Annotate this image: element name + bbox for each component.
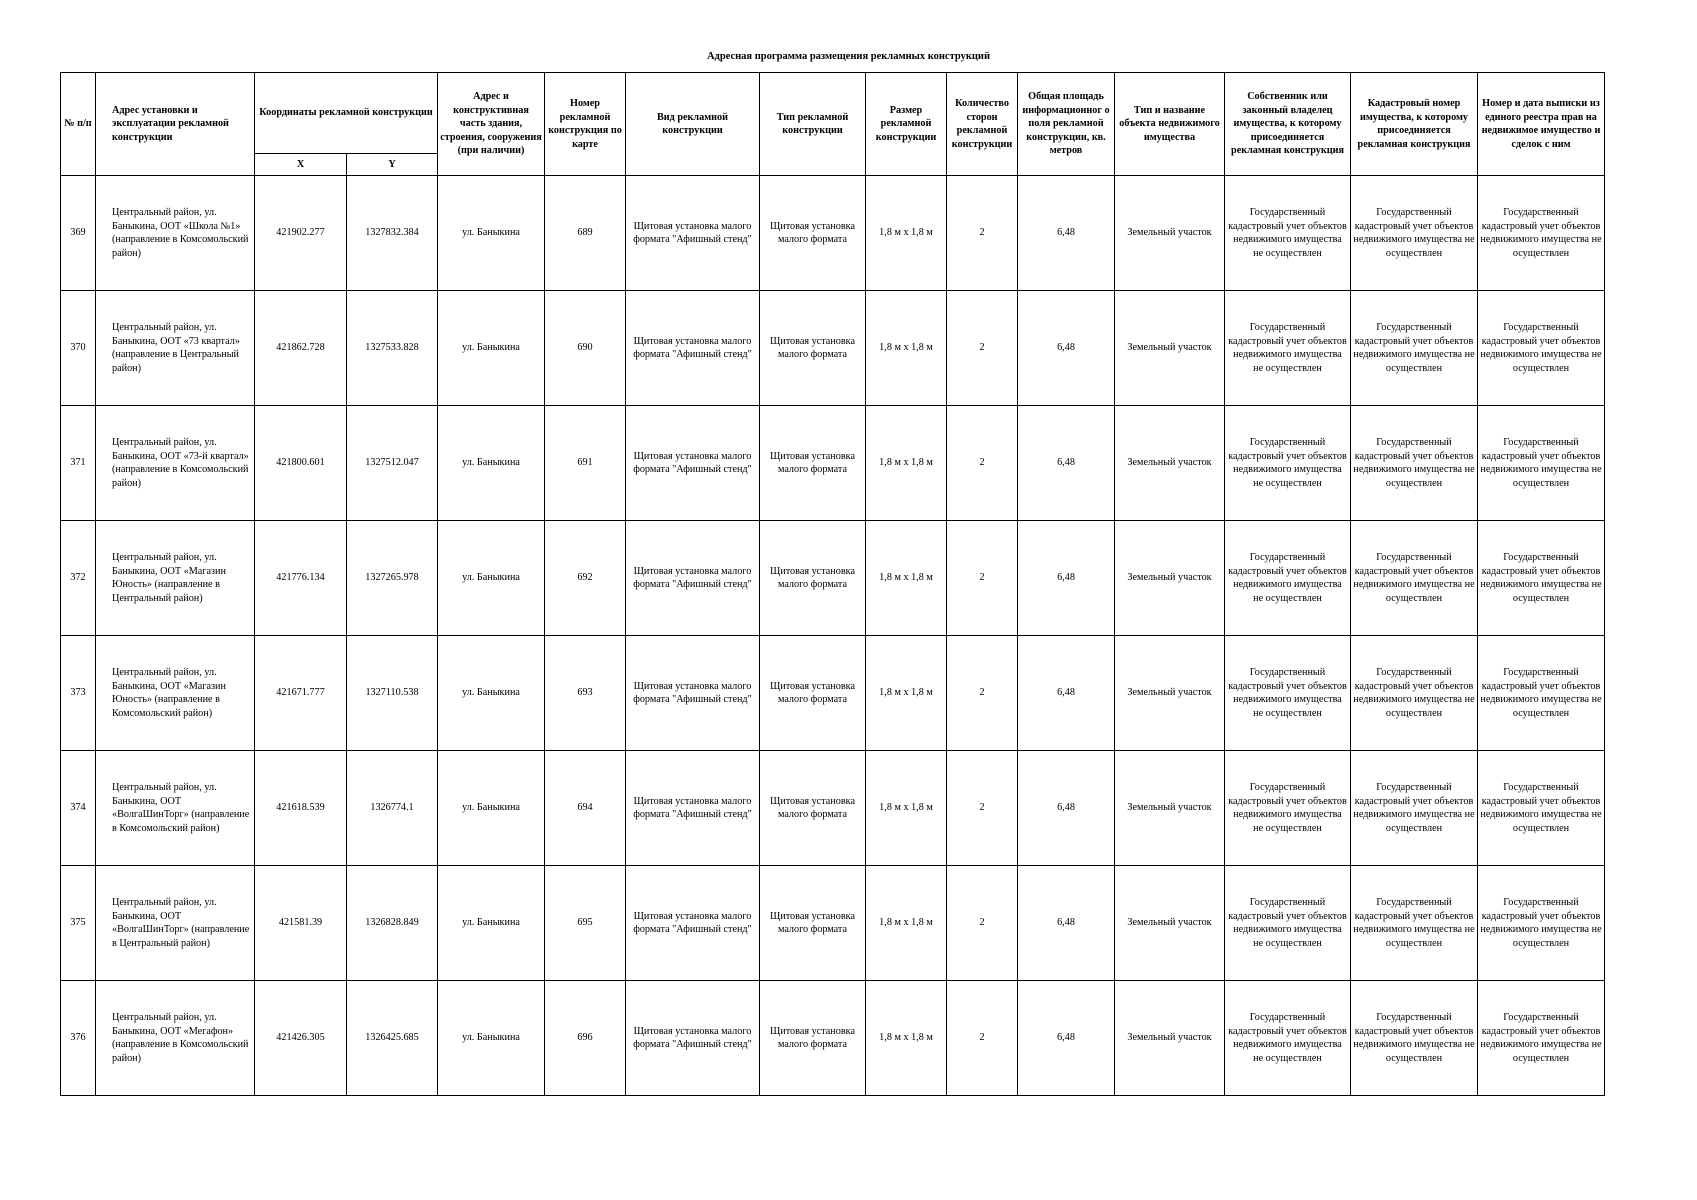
cell-cadastral: Государственный кадастровый учет объектов недвижимого имущества не осуществлен bbox=[1351, 176, 1478, 291]
cell-registry: Государственный кадастровый учет объектов недвижимого имущества не осуществлен bbox=[1478, 981, 1605, 1096]
cell-area: 6,48 bbox=[1018, 176, 1115, 291]
header-cadastral: Кадастровый номер имущества, к которому присоединяется рекламная конструкция bbox=[1351, 73, 1478, 176]
cell-property: Земельный участок bbox=[1115, 291, 1225, 406]
cell-y: 1326774.1 bbox=[347, 751, 438, 866]
cell-sides: 2 bbox=[947, 176, 1018, 291]
cell-num: 373 bbox=[61, 636, 96, 751]
cell-sides: 2 bbox=[947, 751, 1018, 866]
address-program-table bbox=[60, 72, 1605, 1096]
table-row bbox=[61, 291, 1605, 406]
cell-size: 1,8 м х 1,8 м bbox=[866, 636, 947, 751]
header-property: Тип и название объекта недвижимого имущества bbox=[1115, 73, 1225, 176]
cell-sides: 2 bbox=[947, 291, 1018, 406]
cell-property: Земельный участок bbox=[1115, 636, 1225, 751]
cell-sides: 2 bbox=[947, 866, 1018, 981]
cell-map-number: 693 bbox=[545, 636, 626, 751]
table-row bbox=[61, 866, 1605, 981]
cell-kind: Щитовая установка малого формата "Афишный стенд" bbox=[626, 866, 760, 981]
cell-owner: Государственный кадастровый учет объектов недвижимого имущества не осуществлен bbox=[1225, 291, 1351, 406]
table-row bbox=[61, 521, 1605, 636]
header-registry: Номер и дата выписки из единого реестра прав на недвижимое имущество и сделок с ним bbox=[1478, 73, 1605, 176]
cell-address: Центральный район, ул. Баныкина, ООТ «Школа №1» (направление в Комсомольский район) bbox=[96, 176, 255, 291]
cell-num: 369 bbox=[61, 176, 96, 291]
cell-sides: 2 bbox=[947, 521, 1018, 636]
header-coords: Координаты рекламной конструкции bbox=[255, 73, 438, 154]
cell-size: 1,8 м х 1,8 м bbox=[866, 751, 947, 866]
cell-map-number: 694 bbox=[545, 751, 626, 866]
cell-registry: Государственный кадастровый учет объектов недвижимого имущества не осуществлен bbox=[1478, 521, 1605, 636]
cell-y: 1327110.538 bbox=[347, 636, 438, 751]
cell-map-number: 692 bbox=[545, 521, 626, 636]
cell-cadastral: Государственный кадастровый учет объектов недвижимого имущества не осуществлен bbox=[1351, 866, 1478, 981]
cell-y: 1326425.685 bbox=[347, 981, 438, 1096]
cell-address: Центральный район, ул. Баныкина, ООТ «Магазин Юность» (направление в Центральный район) bbox=[96, 521, 255, 636]
cell-building: ул. Баныкина bbox=[438, 866, 545, 981]
header-kind: Вид рекламной конструкции bbox=[626, 73, 760, 176]
cell-owner: Государственный кадастровый учет объектов недвижимого имущества не осуществлен bbox=[1225, 406, 1351, 521]
cell-kind: Щитовая установка малого формата "Афишный стенд" bbox=[626, 751, 760, 866]
cell-area: 6,48 bbox=[1018, 751, 1115, 866]
cell-registry: Государственный кадастровый учет объектов недвижимого имущества не осуществлен bbox=[1478, 636, 1605, 751]
header-y: Y bbox=[347, 154, 438, 176]
cell-x: 421862.728 bbox=[255, 291, 347, 406]
cell-owner: Государственный кадастровый учет объектов недвижимого имущества не осуществлен bbox=[1225, 751, 1351, 866]
cell-cadastral: Государственный кадастровый учет объектов недвижимого имущества не осуществлен bbox=[1351, 751, 1478, 866]
cell-kind: Щитовая установка малого формата "Афишный стенд" bbox=[626, 636, 760, 751]
table-row bbox=[61, 636, 1605, 751]
cell-type: Щитовая установка малого формата bbox=[760, 636, 866, 751]
cell-x: 421618.539 bbox=[255, 751, 347, 866]
cell-building: ул. Баныкина bbox=[438, 751, 545, 866]
header-building: Адрес и конструктивная часть здания, строения, сооружения (при наличии) bbox=[438, 73, 545, 176]
cell-registry: Государственный кадастровый учет объектов недвижимого имущества не осуществлен bbox=[1478, 751, 1605, 866]
cell-map-number: 690 bbox=[545, 291, 626, 406]
cell-registry: Государственный кадастровый учет объектов недвижимого имущества не осуществлен bbox=[1478, 291, 1605, 406]
cell-size: 1,8 м х 1,8 м bbox=[866, 521, 947, 636]
cell-y: 1327265.978 bbox=[347, 521, 438, 636]
cell-property: Земельный участок bbox=[1115, 866, 1225, 981]
cell-area: 6,48 bbox=[1018, 636, 1115, 751]
cell-y: 1326828.849 bbox=[347, 866, 438, 981]
cell-map-number: 689 bbox=[545, 176, 626, 291]
cell-kind: Щитовая установка малого формата "Афишный стенд" bbox=[626, 291, 760, 406]
header-address: Адрес установки и эксплуатации рекламной конструкции bbox=[96, 73, 255, 176]
cell-area: 6,48 bbox=[1018, 521, 1115, 636]
cell-sides: 2 bbox=[947, 636, 1018, 751]
cell-type: Щитовая установка малого формата bbox=[760, 751, 866, 866]
cell-registry: Государственный кадастровый учет объектов недвижимого имущества не осуществлен bbox=[1478, 406, 1605, 521]
cell-map-number: 695 bbox=[545, 866, 626, 981]
cell-size: 1,8 м х 1,8 м bbox=[866, 176, 947, 291]
cell-type: Щитовая установка малого формата bbox=[760, 981, 866, 1096]
cell-size: 1,8 м х 1,8 м bbox=[866, 981, 947, 1096]
cell-owner: Государственный кадастровый учет объектов недвижимого имущества не осуществлен bbox=[1225, 521, 1351, 636]
cell-building: ул. Баныкина bbox=[438, 636, 545, 751]
cell-building: ул. Баныкина bbox=[438, 521, 545, 636]
cell-building: ул. Баныкина bbox=[438, 291, 545, 406]
cell-address: Центральный район, ул. Баныкина, ООТ «Магазин Юность» (направление в Комсомольский район) bbox=[96, 636, 255, 751]
cell-kind: Щитовая установка малого формата "Афишный стенд" bbox=[626, 406, 760, 521]
cell-address: Центральный район, ул. Баныкина, ООТ «73 квартал» (направление в Центральный район) bbox=[96, 291, 255, 406]
cell-building: ул. Баныкина bbox=[438, 406, 545, 521]
cell-type: Щитовая установка малого формата bbox=[760, 406, 866, 521]
cell-owner: Государственный кадастровый учет объектов недвижимого имущества не осуществлен bbox=[1225, 636, 1351, 751]
cell-sides: 2 bbox=[947, 981, 1018, 1096]
cell-type: Щитовая установка малого формата bbox=[760, 866, 866, 981]
cell-cadastral: Государственный кадастровый учет объектов недвижимого имущества не осуществлен bbox=[1351, 406, 1478, 521]
cell-x: 421902.277 bbox=[255, 176, 347, 291]
cell-num: 375 bbox=[61, 866, 96, 981]
cell-area: 6,48 bbox=[1018, 291, 1115, 406]
page-title: Адресная программа размещения рекламных конструкций bbox=[706, 51, 991, 62]
table-row bbox=[61, 981, 1605, 1096]
cell-y: 1327832.384 bbox=[347, 176, 438, 291]
cell-cadastral: Государственный кадастровый учет объектов недвижимого имущества не осуществлен bbox=[1351, 636, 1478, 751]
cell-registry: Государственный кадастровый учет объектов недвижимого имущества не осуществлен bbox=[1478, 866, 1605, 981]
cell-num: 376 bbox=[61, 981, 96, 1096]
header-x: X bbox=[255, 154, 347, 176]
cell-num: 372 bbox=[61, 521, 96, 636]
table-header bbox=[61, 73, 1605, 176]
header-size: Размер рекламной конструкции bbox=[866, 73, 947, 176]
cell-cadastral: Государственный кадастровый учет объектов недвижимого имущества не осуществлен bbox=[1351, 291, 1478, 406]
cell-kind: Щитовая установка малого формата "Афишный стенд" bbox=[626, 521, 760, 636]
cell-y: 1327533.828 bbox=[347, 291, 438, 406]
header-map-number: Номер рекламной конструкция по карте bbox=[545, 73, 626, 176]
cell-size: 1,8 м х 1,8 м bbox=[866, 866, 947, 981]
cell-area: 6,48 bbox=[1018, 981, 1115, 1096]
cell-x: 421800.601 bbox=[255, 406, 347, 521]
cell-size: 1,8 м х 1,8 м bbox=[866, 406, 947, 521]
cell-property: Земельный участок bbox=[1115, 521, 1225, 636]
table-row bbox=[61, 406, 1605, 521]
cell-map-number: 696 bbox=[545, 981, 626, 1096]
cell-property: Земельный участок bbox=[1115, 981, 1225, 1096]
cell-x: 421776.134 bbox=[255, 521, 347, 636]
cell-num: 374 bbox=[61, 751, 96, 866]
table-row bbox=[61, 751, 1605, 866]
cell-sides: 2 bbox=[947, 406, 1018, 521]
cell-building: ул. Баныкина bbox=[438, 176, 545, 291]
cell-cadastral: Государственный кадастровый учет объектов недвижимого имущества не осуществлен bbox=[1351, 981, 1478, 1096]
cell-x: 421671.777 bbox=[255, 636, 347, 751]
cell-y: 1327512.047 bbox=[347, 406, 438, 521]
cell-x: 421581.39 bbox=[255, 866, 347, 981]
table-body bbox=[61, 176, 1605, 1096]
cell-property: Земельный участок bbox=[1115, 751, 1225, 866]
cell-kind: Щитовая установка малого формата "Афишный стенд" bbox=[626, 981, 760, 1096]
cell-num: 371 bbox=[61, 406, 96, 521]
cell-property: Земельный участок bbox=[1115, 406, 1225, 521]
header-type: Тип рекламной конструкции bbox=[760, 73, 866, 176]
cell-owner: Государственный кадастровый учет объектов недвижимого имущества не осуществлен bbox=[1225, 866, 1351, 981]
cell-registry: Государственный кадастровый учет объектов недвижимого имущества не осуществлен bbox=[1478, 176, 1605, 291]
cell-size: 1,8 м х 1,8 м bbox=[866, 291, 947, 406]
cell-type: Щитовая установка малого формата bbox=[760, 291, 866, 406]
cell-area: 6,48 bbox=[1018, 406, 1115, 521]
cell-address: Центральный район, ул. Баныкина, ООТ «ВолгаШинТорг» (направление в Комсомольский район) bbox=[96, 751, 255, 866]
cell-building: ул. Баныкина bbox=[438, 981, 545, 1096]
cell-owner: Государственный кадастровый учет объектов недвижимого имущества не осуществлен bbox=[1225, 981, 1351, 1096]
cell-address: Центральный район, ул. Баныкина, ООТ «73-й квартал» (направление в Комсомольский район) bbox=[96, 406, 255, 521]
cell-address: Центральный район, ул. Баныкина, ООТ «ВолгаШинТорг» (направление в Центральный район) bbox=[96, 866, 255, 981]
cell-kind: Щитовая установка малого формата "Афишный стенд" bbox=[626, 176, 760, 291]
cell-cadastral: Государственный кадастровый учет объектов недвижимого имущества не осуществлен bbox=[1351, 521, 1478, 636]
cell-property: Земельный участок bbox=[1115, 176, 1225, 291]
table-row bbox=[61, 176, 1605, 291]
header-num: № п/п bbox=[61, 73, 96, 176]
cell-type: Щитовая установка малого формата bbox=[760, 176, 866, 291]
header-sides: Количество сторон рекламной конструкции bbox=[947, 73, 1018, 176]
header-area: Общая площадь информационног о поля рекламной конструкции, кв. метров bbox=[1018, 73, 1115, 176]
cell-type: Щитовая установка малого формата bbox=[760, 521, 866, 636]
cell-map-number: 691 bbox=[545, 406, 626, 521]
cell-num: 370 bbox=[61, 291, 96, 406]
cell-area: 6,48 bbox=[1018, 866, 1115, 981]
cell-x: 421426.305 bbox=[255, 981, 347, 1096]
cell-address: Центральный район, ул. Баныкина, ООТ «Мегафон» (направление в Комсомольский район) bbox=[96, 981, 255, 1096]
header-owner: Собственник или законный владелец имущества, к которому присоединяется рекламная конструкция bbox=[1225, 73, 1351, 176]
cell-owner: Государственный кадастровый учет объектов недвижимого имущества не осуществлен bbox=[1225, 176, 1351, 291]
